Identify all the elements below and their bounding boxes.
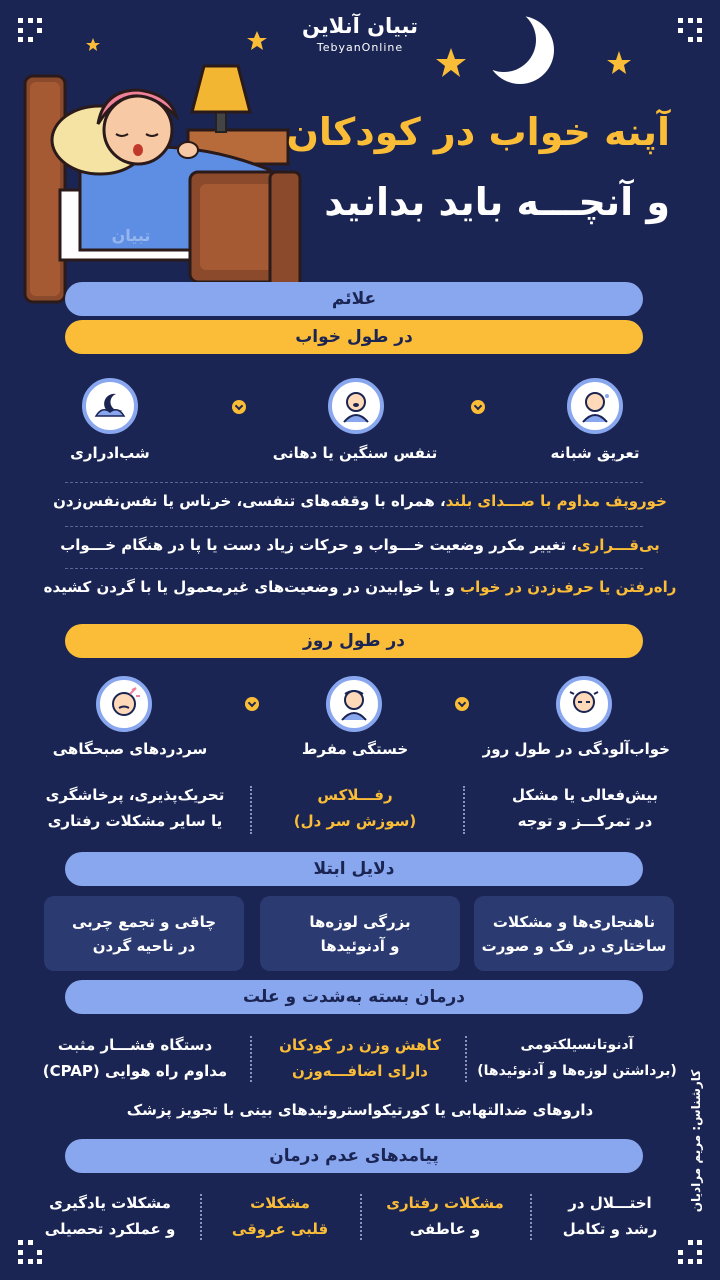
section-during-sleep: در طول خواب [65, 320, 643, 354]
divider [65, 482, 643, 483]
treatment-item: آدنوتانسیلکتومی (برداشتن لوزه‌ها و آدنوئیدها) [477, 1037, 677, 1079]
section-causes: دلایل ابتلا [65, 852, 643, 886]
symptom-label: خواب‌آلودگی در طول روز [482, 740, 670, 758]
bedwetting-night-icon [82, 378, 138, 434]
treatment-item: دستگاه فشـــار مثبت مداوم راه هوایی (CPAP) [42, 1036, 228, 1080]
headache-icon [96, 676, 152, 732]
tired-child-icon [326, 676, 382, 732]
day-symptom-text: رفـــلاکس (سوزش سر دل) [293, 786, 417, 830]
heavy-breathing-icon [328, 378, 384, 434]
star-icon [86, 38, 100, 52]
consequence-item: مشکلات یادگیری و عملکرد تحصیلی [44, 1194, 176, 1238]
author-credit: کارشناس: مریم مرادیان [689, 1069, 703, 1213]
divider [530, 1194, 532, 1240]
symptom-label: تنفس سنگین یا دهانی [272, 444, 438, 462]
brand-logo-fa: تبیان آنلاین [302, 14, 418, 38]
symptom-label: خستگی مفرط [301, 740, 409, 758]
divider [360, 1194, 362, 1240]
symptom-label: شب‌ادراری [70, 444, 150, 462]
symptom-line: راه‌رفتن یا حرف‌زدن در خواب و یا خوابیدن در وضعیت‌های غیرمعمول یا با گردن کشیده [43, 578, 677, 596]
day-symptom-text: بیش‌فعالی یا مشکل در تمرکـــز و توجه [511, 786, 659, 830]
star-icon [246, 30, 268, 52]
divider [250, 786, 252, 834]
chevron-down-icon [455, 697, 469, 711]
divider [65, 526, 643, 527]
divider [250, 1036, 252, 1082]
divider [65, 568, 643, 569]
moon-icon [480, 10, 560, 90]
divider [200, 1194, 202, 1240]
section-symptoms: علائم [65, 282, 643, 316]
chevron-down-icon [471, 400, 485, 414]
page-subtitle: و آنچـــه باید بدانید [324, 180, 670, 224]
day-symptom-text: تحریک‌پذیری، پرخاشگری یا سایر مشکلات رفتاری [45, 786, 225, 830]
treatment-item: کاهش وزن در کودکان دارای اضافـــه‌وزن [279, 1036, 441, 1080]
cause-card: بزرگی لوزه‌ها و آدنوئیدها [260, 896, 460, 971]
page-title: آپنه خواب در کودکان [286, 110, 670, 154]
consequence-item: اختـــلال در رشد و تکامل [562, 1194, 658, 1238]
sleeping-child-illustration [20, 60, 320, 310]
chevron-down-icon [232, 400, 246, 414]
star-icon [434, 46, 468, 80]
consequence-item: مشکلات رفتاری و عاطفی [386, 1194, 504, 1238]
symptom-label: سردردهای صبحگاهی [52, 740, 208, 758]
treatment-extra: داروهای ضدالتهابی یا کورتیکواستروئیدهای بینی با تجویز پزشک [126, 1101, 594, 1119]
sleepy-child-icon [556, 676, 612, 732]
cause-card: ناهنجاری‌ها و مشکلات ساختاری در فک و صورت [474, 896, 674, 971]
cause-card: چاقی و تجمع چربی در ناحیه گردن [44, 896, 244, 971]
divider [463, 786, 465, 834]
symptom-label: تعریق شبانه [550, 444, 640, 462]
section-consequences: پیامدهای عدم درمان [65, 1139, 643, 1173]
brand-watermark: تبیان [111, 226, 151, 245]
corner-ornament [678, 1240, 702, 1264]
symptom-line: بی‌قـــراری، تغییر مکرر وضعیت خـــواب و حرکات زیاد دست یا پا در هنگام خـــواب [60, 536, 660, 554]
star-icon [606, 50, 632, 76]
brand-logo-en: TebyanOnline [316, 41, 404, 54]
sweating-child-icon [567, 378, 623, 434]
consequence-item: مشکلات قلبی عروقی [231, 1194, 329, 1238]
corner-ornament [678, 18, 702, 42]
chevron-down-icon [245, 697, 259, 711]
section-treatment: درمان بسته به‌شدت و علت [65, 980, 643, 1014]
section-during-day: در طول روز [65, 624, 643, 658]
corner-ornament [18, 1240, 42, 1264]
corner-ornament [18, 18, 42, 42]
symptom-line: خوروپف مداوم با صـــدای بلند، همراه با وقفه‌های تنفسی، خرناس یا نفس‌نفس‌زدن [53, 492, 667, 510]
divider [465, 1036, 467, 1082]
